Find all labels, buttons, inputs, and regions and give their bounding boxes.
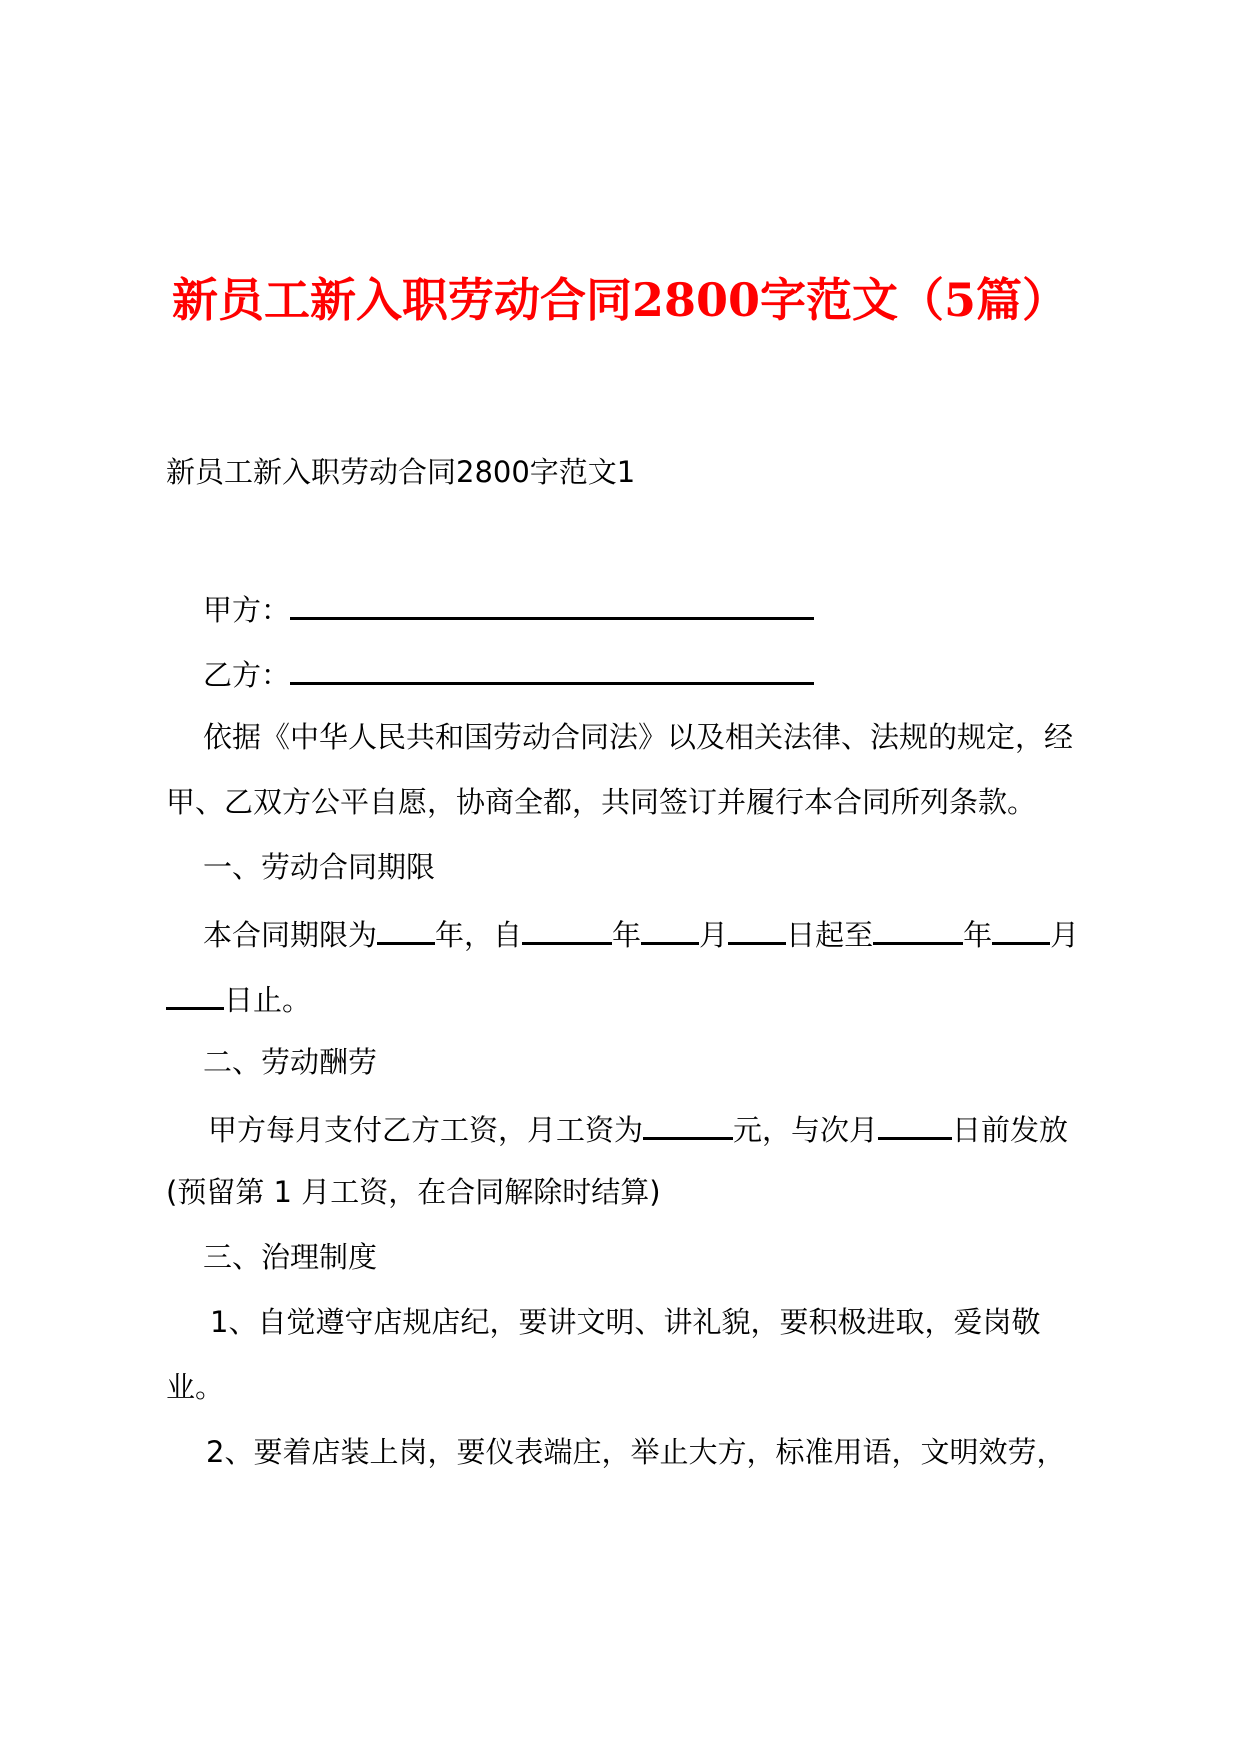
section-heading-pay: 二、劳动酬劳 <box>203 1045 378 1079</box>
term-text: 日起至 <box>786 918 874 952</box>
start-day-blank <box>728 912 786 945</box>
term-text: 日止。 <box>224 983 312 1017</box>
intro-paragraph-line-1: 依据《中华人民共和国劳动合同法》以及相关法律、法规的规定，经 <box>203 720 1074 754</box>
pay-text: 甲方每月支付乙方工资，月工资为 <box>208 1113 644 1147</box>
term-text: 年，自 <box>435 918 523 952</box>
party-a-line <box>203 587 814 630</box>
term-years-blank <box>377 912 435 945</box>
monthly-salary-blank <box>643 1107 733 1140</box>
section-heading-management: 三、治理制度 <box>203 1240 378 1274</box>
document-subtitle: 新员工新入职劳动合同2800字范文1 <box>166 455 636 489</box>
pay-text: 日前发放 <box>952 1113 1069 1147</box>
section-heading-term: 一、劳动合同期限 <box>203 850 436 884</box>
rule-1-line-2: 业。 <box>166 1370 225 1404</box>
intro-paragraph-line-2: 甲、乙双方公平自愿，协商全都，共同签订并履行本合同所列条款。 <box>166 785 1037 819</box>
rule-2-line-1: 2、要着店装上岗，要仪表端庄，举止大方，标准用语，文明效劳， <box>206 1435 1066 1469</box>
term-line <box>203 912 1079 955</box>
start-month-blank <box>641 912 699 945</box>
end-day-blank <box>166 977 224 1010</box>
end-month-blank <box>992 912 1050 945</box>
term-text: 年 <box>612 918 642 952</box>
start-year-blank <box>522 912 612 945</box>
rule-1-line-1: 1、自觉遵守店规店纪，要讲文明、讲礼貌，要积极进取，爱岗敬 <box>210 1305 1041 1339</box>
party-a-label: 甲方： <box>203 593 291 627</box>
term-text: 年 <box>963 918 993 952</box>
document-title: 新员工新入职劳动合同2800字范文（5篇） <box>171 273 1069 327</box>
party-a-blank <box>290 587 814 620</box>
term-text: 月 <box>699 918 729 952</box>
pay-day-blank <box>878 1107 952 1140</box>
term-text: 本合同期限为 <box>203 918 378 952</box>
pay-text: 元，与次月 <box>733 1113 879 1147</box>
party-b-line <box>203 652 814 695</box>
term-line-2 <box>166 977 311 1020</box>
pay-line <box>208 1107 1068 1150</box>
pay-note-line: (预留第 1 月工资，在合同解除时结算) <box>166 1175 661 1209</box>
end-year-blank <box>873 912 963 945</box>
term-text: 月 <box>1050 918 1080 952</box>
party-b-blank <box>290 652 814 685</box>
party-b-label: 乙方： <box>203 658 291 692</box>
